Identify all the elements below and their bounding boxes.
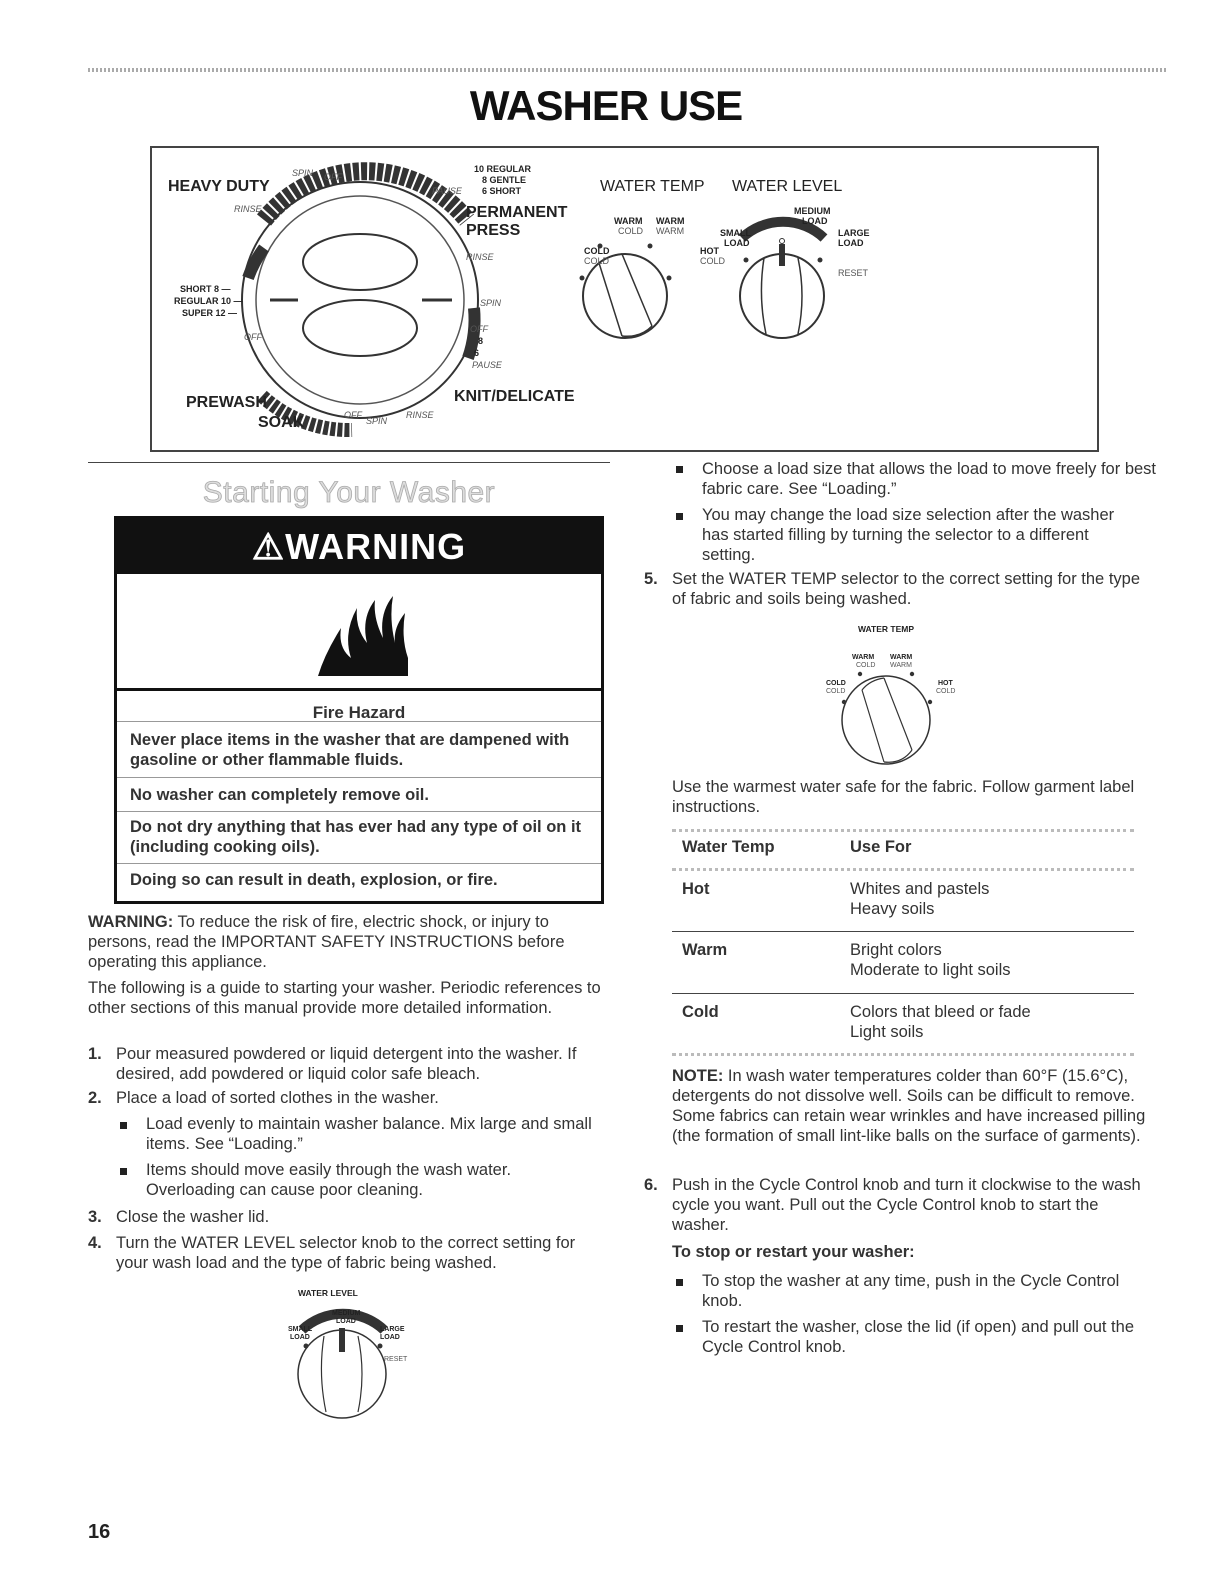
wt-warm3: WARM [656, 226, 685, 236]
warning-box [114, 516, 604, 904]
table-row-use: Heavy soils [850, 900, 935, 918]
wt-cold1-small: COLD [856, 662, 876, 669]
table-row-use: Bright colors [850, 941, 942, 959]
off-left-label: OFF [244, 332, 262, 342]
water-level-heading: WATER LEVEL [732, 178, 843, 195]
wl-reset-small: RESET [384, 1356, 408, 1363]
table-row-use: Colors that bleed or fade [850, 1003, 1031, 1021]
table-row-divider [672, 993, 1134, 994]
wt-cold-right: COLD [700, 256, 726, 266]
page-number: 16 [88, 1521, 111, 1543]
wt-hot-small: HOT [938, 680, 953, 687]
knit-delicate-label: KNIT/DELICATE [454, 388, 575, 405]
wl-large: LARGE [838, 228, 870, 238]
wt-cold-left2: COLD [584, 256, 610, 266]
warning-para-4: Doing so can result in death, explosion, or fire. [130, 871, 498, 889]
table-bottom-rule [672, 1053, 1134, 1056]
table-row-temp: Warm [682, 941, 728, 959]
load-size-bullet-2: You may change the load size selection after the washer has started filling by turning the selector to a different setting. [702, 506, 1115, 564]
step-1-text: Pour measured powdered or liquid detergent into the washer. If desired, add powdered or liquid color safe bleach. [116, 1045, 577, 1083]
wt-warm1-small: WARM [852, 654, 875, 661]
wl-load-small: LOAD [336, 1318, 356, 1325]
table-row-temp: Hot [682, 880, 710, 898]
step-4-text: Turn the WATER LEVEL selector knob to the correct setting for your wash load and the type of fabric being washed. [116, 1234, 576, 1272]
wt-warm2-small: WARM [890, 654, 913, 661]
warning-label: WARNING: [88, 913, 174, 931]
spin-bottom-label: SPIN [366, 416, 388, 426]
table-header-rule [672, 868, 1134, 871]
stop-bullet: To stop the washer at any time, push in the Cycle Control knob. [702, 1272, 1120, 1310]
wt-warm1: WARM [614, 216, 643, 226]
water-temp-heading: WATER TEMP [600, 178, 705, 195]
wl-small-load: LOAD [724, 238, 750, 248]
step-5-text: Set the WATER TEMP selector to the correct setting for the type of fabric and soils being washed. [672, 570, 1141, 608]
rinse-right-label: RINSE [466, 252, 494, 262]
wl-large-small: LARGE [380, 1326, 405, 1333]
warning-divider [117, 863, 601, 864]
table-row-temp: Cold [682, 1003, 719, 1021]
step-5-number: 5. [644, 570, 658, 588]
bullet-icon [676, 1325, 683, 1332]
super-12-label: SUPER 12 — [182, 308, 238, 318]
note-label: NOTE: [672, 1067, 724, 1085]
wl-caption: WATER LEVEL [298, 1288, 358, 1298]
warning-text: To reduce the risk of fire, electric shock, or injury to persons, read the IMPORTANT SAFETY INSTRUCTIONS before operating this appliance. [88, 913, 565, 971]
prewash-label: PREWASH [186, 394, 267, 411]
wl-small: SMALL [720, 228, 751, 238]
restart-bullet: To restart the washer, close the lid (if open) and pull out the Cycle Control knob. [702, 1318, 1134, 1356]
water-level-diagram [280, 1284, 430, 1434]
wl-large-load-small: LOAD [380, 1334, 400, 1341]
step-6-number: 6. [644, 1176, 658, 1194]
load-size-bullet-1: Choose a load size that allows the load to move freely for best fabric care. See “Loading.” [702, 460, 1156, 498]
short-8-label: SHORT 8 — [180, 284, 231, 294]
warning-para-1: Never place items in the washer that are dampened with gasoline or other flammable fluids. [130, 731, 570, 769]
warning-para-3: Do not dry anything that has ever had any type of oil on it (including cooking oils). [130, 818, 582, 856]
table-row-use: Moderate to light soils [850, 961, 1011, 979]
warning-divider [117, 777, 601, 778]
off-label: OFF [324, 172, 342, 182]
bullet-icon [676, 1279, 683, 1286]
water-level-knob-icon [280, 1284, 430, 1434]
water-temp-knob-icon [820, 620, 970, 770]
step-3-number: 3. [88, 1208, 102, 1226]
fire-hazard-label: Fire Hazard [312, 703, 406, 722]
gentle-8-label: 8 GENTLE [482, 175, 527, 185]
rinse-bottom-label: RINSE [406, 410, 434, 420]
bullet-icon [120, 1168, 127, 1175]
soak-label: SOAK [258, 414, 305, 431]
rinse-label: RINSE [234, 204, 262, 214]
wl-small-small: SMALL [288, 1326, 313, 1333]
off-right-label: OFF [470, 324, 488, 334]
table-row-divider [672, 931, 1134, 932]
note-paragraph [672, 1066, 1164, 1146]
off-bottom-label: OFF [344, 410, 362, 420]
step-1-number: 1. [88, 1045, 102, 1063]
step-6-text: Push in the Cycle Control knob and turn it clockwise to the wash cycle you want. Pull out the Cycle Control knob to start the washer. [672, 1176, 1141, 1234]
bullet-icon [676, 513, 683, 520]
note-text: In wash water temperatures colder than 60°F (15.6°C), detergents do not dissolve well. Soils can be difficult to remove. Some fabrics can retain wear wrinkles and have increased pilling (the formation of small lint-like balls on the surface of garments). [672, 1067, 1146, 1145]
permanent-label: PERMANENT [466, 204, 568, 221]
warning-divider [117, 721, 601, 722]
wt-cold-right-small: COLD [936, 688, 956, 695]
wt-cold-left2-small: COLD [826, 688, 846, 695]
wt-caption: WATER TEMP [858, 624, 915, 634]
table-top-rule [672, 829, 1134, 832]
wl-large-load: LOAD [838, 238, 864, 248]
wt-cold-left1: COLD [584, 246, 610, 256]
pause-right-label: PAUSE [472, 360, 502, 370]
warning-para-2: No washer can completely remove oil. [130, 786, 429, 804]
spin-label: SPIN [292, 168, 314, 178]
fire-hazard-icon-area [117, 574, 601, 691]
fire-icon [313, 588, 413, 678]
table-header-use: Use For [850, 838, 912, 856]
table-row-use: Light soils [850, 1023, 924, 1041]
step-2-text: Place a load of sorted clothes in the washer. [116, 1089, 439, 1107]
pause-label: PAUSE [432, 186, 462, 196]
wt-hot: HOT [700, 246, 719, 256]
regular-10-label: 10 REGULAR [474, 164, 532, 174]
wl-medium-small: MEDIUM [332, 1310, 361, 1317]
bullet-icon [676, 466, 683, 473]
eight-label: 8 [478, 336, 484, 346]
step-4-number: 4. [88, 1234, 102, 1252]
wt-cold1: COLD [618, 226, 644, 236]
step-2-bullet-a: Load evenly to maintain washer balance. Mix large and small items. See “Loading.” [146, 1115, 592, 1153]
six-label: 6 [474, 348, 480, 358]
guide-paragraph: The following is a guide to starting your washer. Periodic references to other sections of this manual provide more detailed information. [88, 979, 601, 1017]
short-6-label: 6 SHORT [482, 186, 522, 196]
wt-warm2: WARM [656, 216, 685, 226]
warning-paragraph [88, 912, 602, 972]
section-title: Starting Your Washer [202, 476, 496, 509]
section-rule [88, 462, 610, 463]
step-3-text: Close the washer lid. [116, 1208, 270, 1226]
warning-divider [117, 811, 601, 812]
press-label: PRESS [466, 222, 521, 239]
table-header-temp: Water Temp [682, 838, 775, 856]
wt-warm3-small: WARM [890, 662, 912, 669]
wt-cold-left1-small: COLD [826, 680, 846, 687]
heavy-duty-label: HEAVY DUTY [168, 178, 270, 195]
wl-medium: MEDIUM [794, 206, 831, 216]
regular-10-left-label: REGULAR 10 — [174, 296, 243, 306]
wl-reset: RESET [838, 268, 869, 278]
wl-small-load-small: LOAD [290, 1334, 310, 1341]
control-panel-illustration [150, 146, 1099, 452]
stop-restart-heading: To stop or restart your washer: [672, 1243, 915, 1261]
bullet-icon [120, 1122, 127, 1129]
warmest-water-text: Use the warmest water safe for the fabric. Follow garment label instructions. [672, 778, 1135, 816]
step-2-number: 2. [88, 1089, 102, 1107]
water-temp-diagram [820, 620, 970, 770]
wl-load: LOAD [802, 216, 828, 226]
top-rule [88, 68, 1168, 72]
warning-heading: ⚠WARNING [117, 519, 601, 574]
step-2-bullet-b: Items should move easily through the wash water. Overloading can cause poor cleaning. [146, 1161, 512, 1199]
spin-right-label: SPIN [480, 298, 502, 308]
page-title: WASHER USE [469, 82, 743, 129]
table-row-use: Whites and pastels [850, 880, 990, 898]
